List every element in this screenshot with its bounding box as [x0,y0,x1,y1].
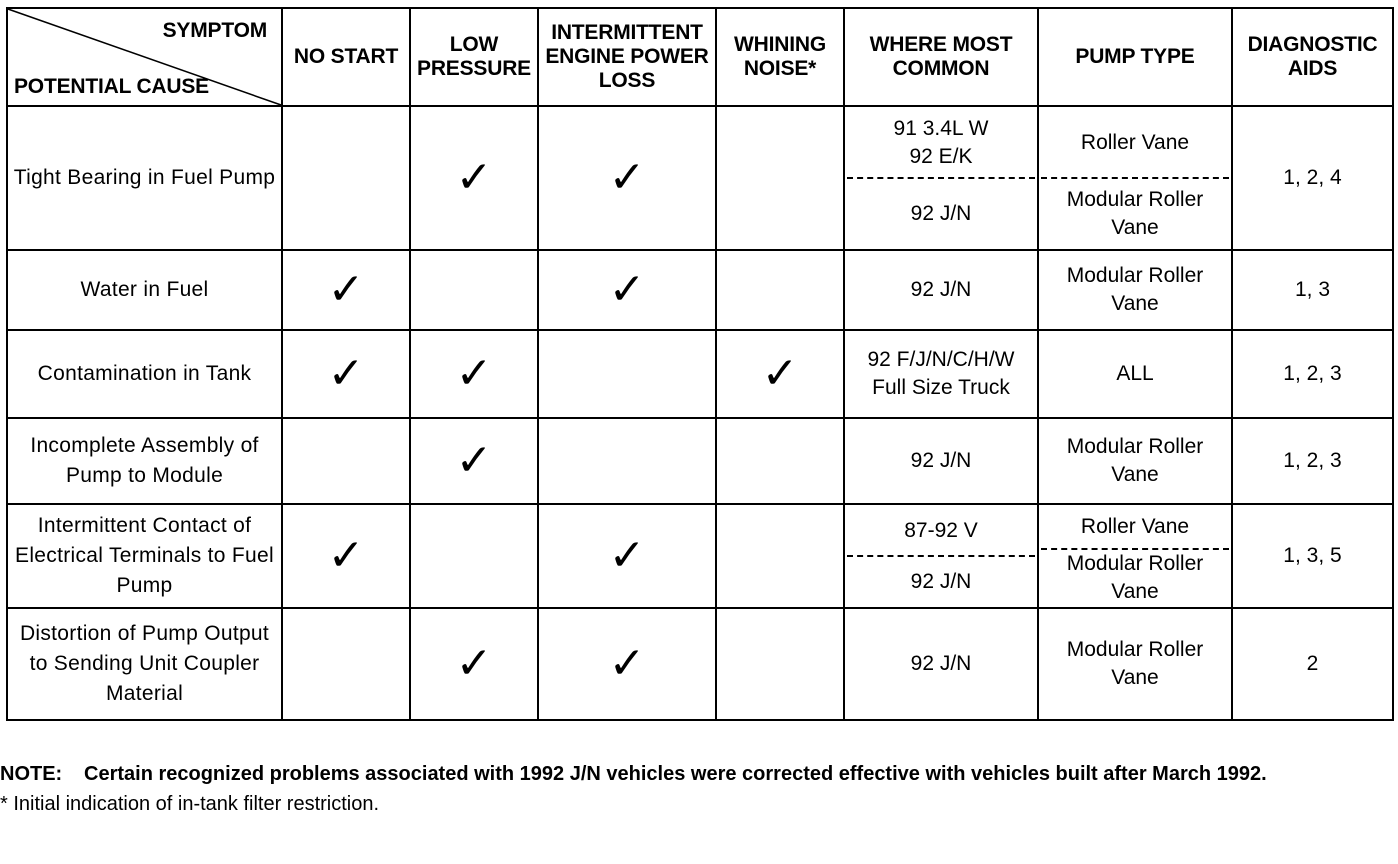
symptom-cell-power-loss [538,250,716,330]
potential-cause-label: POTENTIAL CAUSE [14,75,209,98]
checkmark-icon: ✓ [455,348,493,399]
col-header-whining-noise: WHINING NOISE* [716,8,844,106]
notes-section [0,760,1398,818]
symptom-cell-low-pressure [410,504,538,608]
diagnostic-aids-cell: 1, 2, 3 [1232,330,1393,418]
symptom-cell-no-start [282,250,410,330]
symptom-cell-no-start [282,330,410,418]
where-most-common-cell-text: 92 J/N [910,652,972,675]
table-row [7,250,1393,330]
potential-cause-cell: Intermittent Contact of Electrical Terminals to Fuel Pump [7,504,282,608]
pump-type-cell-text: Modular Roller Vane [1066,264,1204,315]
note-label: NOTE: [0,763,63,785]
checkmark-icon: ✓ [327,264,365,315]
symptom-cell-whining-noise [716,250,844,330]
header-row [7,8,1393,106]
pump-type-cell-text: Roller Vane [1080,130,1190,154]
table-row [7,504,1393,608]
symptom-cell-whining-noise [716,418,844,504]
symptom-cell-whining-noise [716,106,844,250]
table-body [7,106,1393,720]
symptom-cell-low-pressure [410,330,538,418]
checkmark-icon: ✓ [608,530,646,581]
symptom-cell-no-start [282,106,410,250]
table-row [7,418,1393,504]
note [0,760,1398,788]
pump-type-cell-text: Modular Roller Vane [1066,187,1204,239]
checkmark-icon: ✓ [455,152,493,203]
checkmark-icon: ✓ [455,638,493,689]
pump-type-cell-text: Modular Roller Vane [1066,435,1204,486]
potential-cause-cell: Tight Bearing in Fuel Pump [7,106,282,250]
pump-type-cell-text: Modular Roller Vane [1066,552,1204,603]
where-most-common-cell [844,608,1038,720]
header-corner-cell [7,8,282,106]
diagnostic-table-container [6,7,1394,721]
where-most-common-cell [844,418,1038,504]
symptom-cell-whining-noise [716,330,844,418]
symptom-cell-power-loss [538,418,716,504]
symptom-cell-no-start [282,608,410,720]
potential-cause-cell: Contamination in Tank [7,330,282,418]
col-header-diagnostic-aids: DIAGNOSTIC AIDS [1232,8,1393,106]
symptom-label: SYMPTOM [162,19,267,42]
symptom-cell-low-pressure [410,608,538,720]
pump-type-cell-text: ALL [1116,362,1154,385]
col-header-power-loss: INTERMITTENT ENGINE POWER LOSS [538,8,716,106]
diagnostic-aids-cell: 1, 2, 4 [1232,106,1393,250]
col-header-low-pressure: LOW PRESSURE [410,8,538,106]
symptom-cell-power-loss [538,106,716,250]
col-header-where-most-common: WHERE MOST COMMON [844,8,1038,106]
potential-cause-cell: Water in Fuel [7,250,282,330]
pump-type-cell [1038,504,1232,608]
symptom-cell-low-pressure [410,250,538,330]
symptom-cell-no-start [282,504,410,608]
diagnostic-aids-cell: 1, 2, 3 [1232,418,1393,504]
pump-type-cell-text: Roller Vane [1080,515,1190,538]
checkmark-icon: ✓ [327,348,365,399]
where-most-common-cell-text: 92 F/J/N/C/H/W Full Size Truck [867,348,1015,399]
checkmark-icon: ✓ [608,152,646,203]
where-most-common-cell-text: 91 3.4L W 92 E/K [893,116,989,168]
pump-type-cell [1038,418,1232,504]
pump-type-cell [1038,608,1232,720]
table-row [7,608,1393,720]
where-most-common-cell-text: 92 J/N [910,449,972,472]
symptom-cell-power-loss [538,504,716,608]
where-most-common-cell-text: 92 J/N [910,569,972,593]
symptom-cell-whining-noise [716,608,844,720]
checkmark-icon: ✓ [455,435,493,486]
where-most-common-cell-text: 92 J/N [910,278,972,301]
note-text: Certain recognized problems associated with 1992 J/N vehicles were corrected effective with vehicles built after March 1992. [84,763,1267,785]
where-most-common-cell [844,106,1038,250]
footnote: * Initial indication of in-tank filter restriction. [0,793,380,815]
col-header-no-start: NO START [282,8,410,106]
pump-type-cell [1038,330,1232,418]
table-row [7,106,1393,250]
where-most-common-cell [844,330,1038,418]
symptom-cell-low-pressure [410,418,538,504]
checkmark-icon: ✓ [608,638,646,689]
symptom-cell-whining-noise [716,504,844,608]
diagnostic-aids-cell: 2 [1232,608,1393,720]
where-most-common-cell [844,504,1038,608]
symptom-cell-low-pressure [410,106,538,250]
col-header-pump-type: PUMP TYPE [1038,8,1232,106]
pump-type-cell [1038,106,1232,250]
checkmark-icon: ✓ [761,348,799,399]
potential-cause-cell: Distortion of Pump Output to Sending Unit Coupler Material [7,608,282,720]
potential-cause-cell: Incomplete Assembly of Pump to Module [7,418,282,504]
diagnostic-aids-cell: 1, 3, 5 [1232,504,1393,608]
diagnostic-table [6,7,1394,721]
where-most-common-cell-text: 92 J/N [910,201,972,225]
where-most-common-cell [844,250,1038,330]
diagnostic-aids-cell: 1, 3 [1232,250,1393,330]
checkmark-icon: ✓ [327,530,365,581]
table-row [7,330,1393,418]
where-most-common-cell-text: 87-92 V [904,518,978,542]
pump-type-cell [1038,250,1232,330]
symptom-cell-no-start [282,418,410,504]
pump-type-cell-text: Modular Roller Vane [1066,638,1204,689]
symptom-cell-power-loss [538,330,716,418]
checkmark-icon: ✓ [608,264,646,315]
symptom-cell-power-loss [538,608,716,720]
